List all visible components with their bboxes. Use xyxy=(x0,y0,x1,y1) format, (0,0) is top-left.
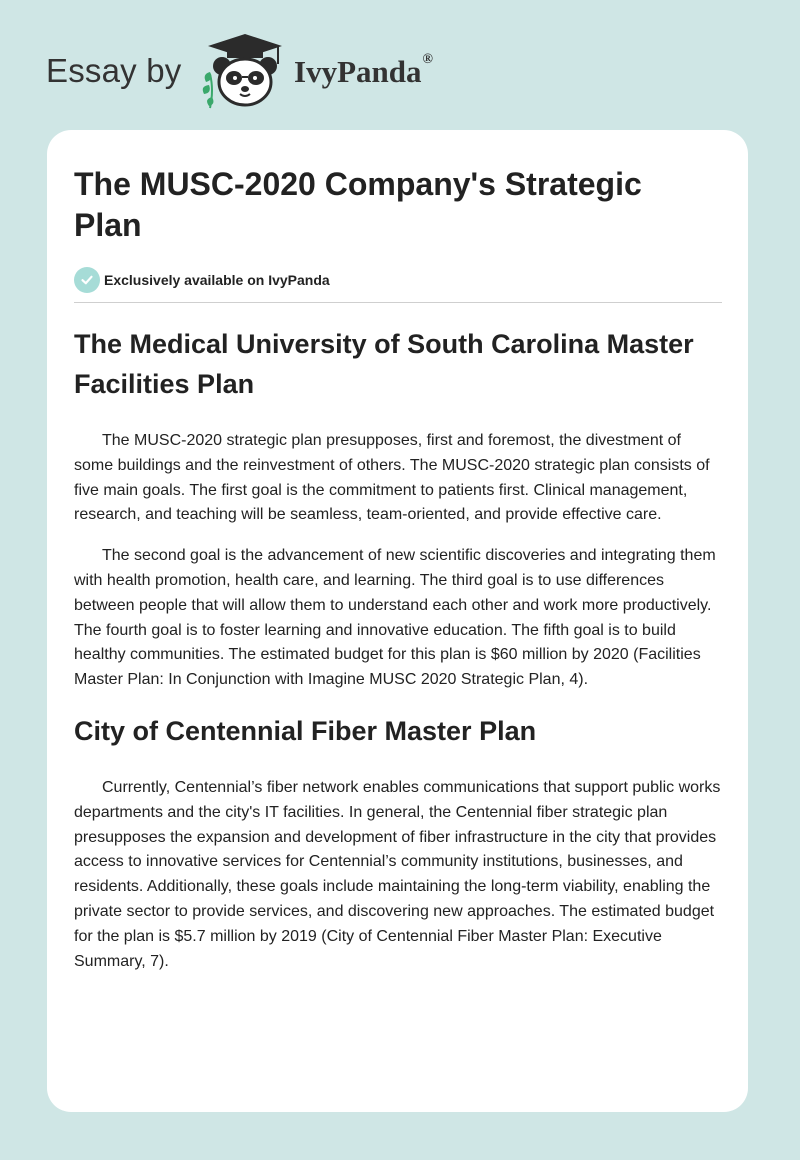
paragraph: The MUSC-2020 strategic plan presupposes, first and foremost, the divestment of some buildings and the reinvestment of others. The MUSC-2020 strategic plan consists of five main goals. The first goal is the commitment to patients first. Clinical management, research, and teaching will be seamless, team-oriented, and provide effective care. xyxy=(74,432,710,524)
exclusive-badge xyxy=(74,267,722,293)
essay-card xyxy=(47,130,748,1112)
panda-logo-icon xyxy=(200,30,290,110)
paragraph: The second goal is the advancement of new scientific discoveries and integrating them with health promotion, health care, and learning. The third goal is to use differences between people that will allow them to understand each other and work more productively. The fourth goal is to foster learning and innovative education. The fifth goal is to build healthy communities. The estimated budget for this plan is $60 million by 2020 (Facilities Master Plan: In Conjunction with Imagine MUSC 2020 Strategic Plan, 4). xyxy=(74,547,716,689)
brand-header[interactable] xyxy=(46,30,486,110)
check-circle-icon xyxy=(74,267,100,293)
divider xyxy=(74,302,722,303)
registered-mark: ® xyxy=(422,52,433,67)
page-title: The MUSC-2020 Company's Strategic Plan xyxy=(74,166,642,243)
exclusive-label: Exclusively available on IvyPanda xyxy=(104,272,330,288)
brand-prefix: Essay by xyxy=(46,52,182,89)
brand-name: IvyPanda® xyxy=(294,52,433,89)
section-heading: City of Centennial Fiber Master Plan xyxy=(74,715,537,746)
section-heading: The Medical University of South Carolina Master Facilities Plan xyxy=(74,329,694,399)
paragraph: Currently, Centennial’s fiber network enables communications that support public works departments and the city's IT facilities. In general, the Centennial fiber strategic plan presupposes the expansion and development of fiber infrastructure in the city that provides access to innovative services for Centennial’s community institutions, businesses, and residents. Additionally, these goals include maintaining the long-term viability, enabling the private sector to provide services, and discovering new approaches. The estimated budget for the plan is $5.7 million by 2019 (City of Centennial Fiber Master Plan: Executive Summary, 7). xyxy=(74,778,721,970)
